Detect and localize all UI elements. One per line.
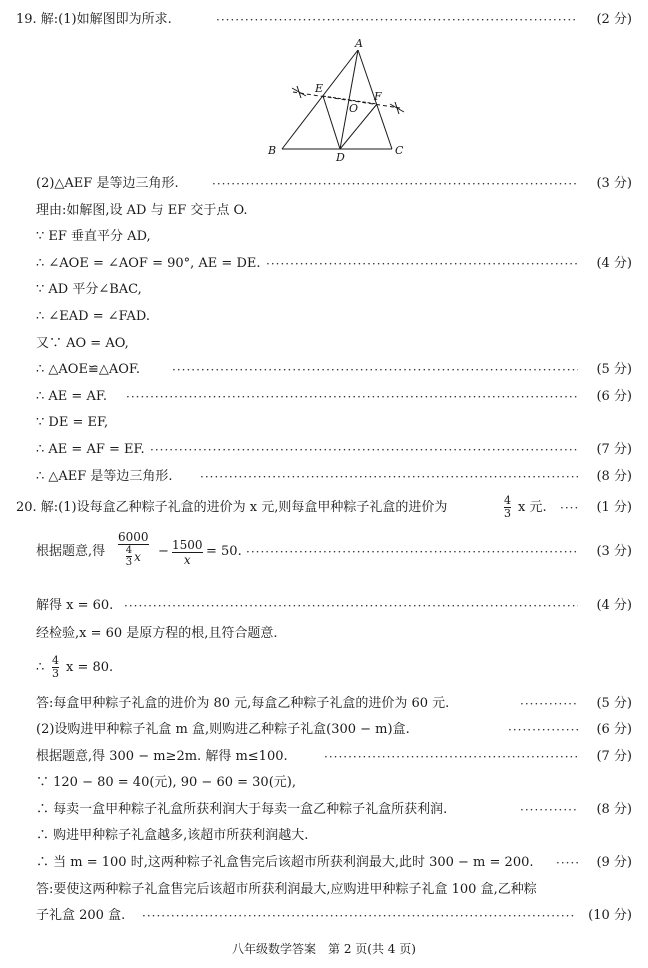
numerator: 4 [504, 494, 511, 507]
score: (6 分) [596, 722, 632, 737]
leader-dots [560, 496, 580, 520]
leader-dots [216, 8, 578, 32]
solution-line [0, 411, 648, 435]
eq-minus: − [158, 544, 169, 559]
q20-solve [0, 594, 648, 618]
score: (7 分) [596, 748, 632, 764]
leader-dots [508, 718, 578, 742]
label-e: E [315, 82, 324, 95]
segment-fd [340, 104, 377, 149]
inner-numerator: 4 [125, 545, 133, 556]
score: (4 分) [596, 255, 632, 271]
line-text: ∵ AD 平分∠BAC, [36, 282, 142, 298]
fraction-four-thirds [504, 495, 511, 520]
eq-prefix: 根据题意,得 [36, 544, 106, 559]
solution-line [0, 851, 648, 875]
variable-x: x [134, 549, 141, 564]
line-text: ∴ AE = AF = EF. [36, 442, 145, 457]
line-text: 理由:如解图,设 AD 与 EF 交于点 O. [36, 202, 248, 218]
fraction-1500 [172, 538, 203, 567]
line-text: ∵ DE = EF, [36, 415, 109, 431]
score: (7 分) [596, 442, 632, 457]
solution-line [0, 278, 648, 302]
score: (4 分) [596, 598, 632, 613]
q20-equation [0, 530, 648, 574]
denominator: 3 [52, 667, 59, 680]
line-text: ∴ AE = AF. [36, 388, 107, 404]
q20-header: 20. 解:(1)设每盒乙种粽子礼盒的进价为 x 元,则每盒甲种粽子礼盒的进价为 [16, 500, 448, 515]
fraction-four-thirds [52, 655, 59, 680]
score: (5 分) [596, 362, 632, 378]
score: (3 分) [596, 544, 632, 559]
solution-line [0, 332, 648, 356]
line-text: ∵ 120 − 80 = 40(元), 90 − 60 = 30(元), [36, 775, 296, 791]
q19-line-1 [0, 8, 648, 32]
fraction-6000 [118, 530, 149, 568]
leader-dots [324, 745, 578, 769]
label-c: C [395, 144, 404, 157]
numerator: 1500 [172, 538, 203, 552]
solution-line [0, 798, 648, 822]
final-answer-text: 答:要使这两种粽子礼盒售完后该超市所获利润最大,应购进甲种粽子礼盒 100 盒,乙种粽 [36, 882, 537, 897]
score: (10 分) [588, 908, 632, 923]
leader-dots [126, 385, 578, 409]
geometry-figure [0, 36, 648, 166]
leader-dots [246, 540, 578, 564]
line-text: ∴ 购进甲种粽子礼盒越多,该超市所获利润越大. [36, 828, 309, 844]
line-text: ∴ 每卖一盒甲种粽子礼盒所获利润大于每卖一盒乙种粽子礼盒所获利润. [36, 801, 448, 817]
score: (8 分) [596, 468, 632, 484]
q19-header: 19. 解:(1)如解图即为所求. [16, 12, 172, 27]
q20-so [0, 656, 648, 680]
score: (1 分) [596, 500, 632, 515]
arc-mark-right-2 [390, 104, 404, 112]
q20-header-tail: x 元. [518, 500, 547, 515]
solution-line [0, 305, 648, 329]
score: (6 分) [596, 388, 632, 404]
score: (9 分) [596, 855, 632, 870]
label-d: D [336, 151, 345, 164]
score: (3 分) [596, 176, 632, 191]
solution-line [0, 225, 648, 249]
numerator: 4 [52, 654, 59, 667]
line-text: ∴ ∠EAD = ∠FAD. [36, 309, 151, 324]
answer-text: 答:每盒甲种粽子礼盒的进价为 80 元,每盒乙种粽子礼盒的进价为 60 元. [36, 696, 450, 711]
leader-dots [556, 851, 578, 875]
solution-line [0, 172, 648, 196]
line-text: 又∵ AO = AO, [36, 335, 129, 351]
numerator: 6000 [118, 530, 149, 544]
leader-dots [150, 438, 578, 462]
q20-answer-1 [0, 692, 648, 716]
denominator [126, 545, 141, 568]
line-text: ∵ EF 垂直平分 AD, [36, 229, 151, 245]
leader-dots [520, 798, 578, 822]
line-text: ∴ 当 m = 100 时,这两种粽子礼盒售完后该超市所获利润最大,此时 300 − m = 200. [36, 855, 534, 870]
solution-line [0, 718, 648, 742]
label-f: F [374, 90, 382, 103]
perpendicular-bisector [293, 92, 400, 108]
leader-dots [200, 465, 578, 489]
leader-dots [124, 594, 578, 618]
line-text: (2)△AEF 是等边三角形. [36, 176, 179, 191]
leader-dots [520, 692, 578, 716]
line-text: ∴ △AEF 是等边三角形. [36, 468, 173, 484]
inner-denominator: 3 [125, 557, 133, 568]
so-tail: x = 80. [66, 660, 114, 675]
leader-dots [212, 172, 578, 196]
denominator: 3 [504, 507, 511, 520]
check-text: 经检验,x = 60 是原方程的根,且符合题意. [36, 626, 278, 641]
solution-line [0, 824, 648, 848]
page-footer: 八年级数学答案 第 2 页(共 4 页) [232, 942, 416, 956]
segment-ab [282, 50, 358, 149]
solution-line [0, 745, 648, 769]
leader-dots [172, 358, 578, 382]
solution-line [0, 385, 648, 409]
score: (8 分) [596, 801, 632, 817]
leader-dots [142, 904, 574, 928]
solution-line [0, 252, 648, 276]
label-o: O [349, 102, 359, 115]
leader-dots [266, 252, 578, 276]
label-a: A [355, 37, 363, 50]
solution-line [0, 438, 648, 462]
q20-line-1 [0, 496, 648, 520]
solution-line [0, 358, 648, 382]
final-answer-text-2: 子礼盒 200 盒. [36, 908, 126, 923]
label-b: B [268, 144, 277, 157]
line-text: (2)设购进甲种粽子礼盒 m 盒,则购进乙种粽子礼盒(300 − m)盒. [36, 722, 410, 737]
line-text: 根据题意,得 300 − m≥2m. 解得 m≤100. [36, 748, 288, 764]
eq-tail: = 50. [206, 544, 242, 559]
solution-line [0, 465, 648, 489]
line-text: ∴ ∠AOE = ∠AOF = 90°, AE = DE. [36, 255, 261, 271]
denominator: x [183, 553, 191, 567]
solve-text: 解得 x = 60. [36, 598, 114, 613]
q20-final-2 [0, 904, 648, 928]
q20-check [0, 622, 648, 646]
segment-ed [323, 96, 340, 149]
therefore-sign: ∴ [36, 660, 45, 675]
solution-line [0, 199, 648, 223]
q20-final-1 [0, 878, 648, 902]
solution-line [0, 771, 648, 795]
score: (2 分) [596, 12, 632, 27]
inner-fraction [126, 545, 132, 568]
score: (5 分) [596, 696, 632, 711]
line-text: ∴ △AOE≌△AOF. [36, 362, 140, 378]
